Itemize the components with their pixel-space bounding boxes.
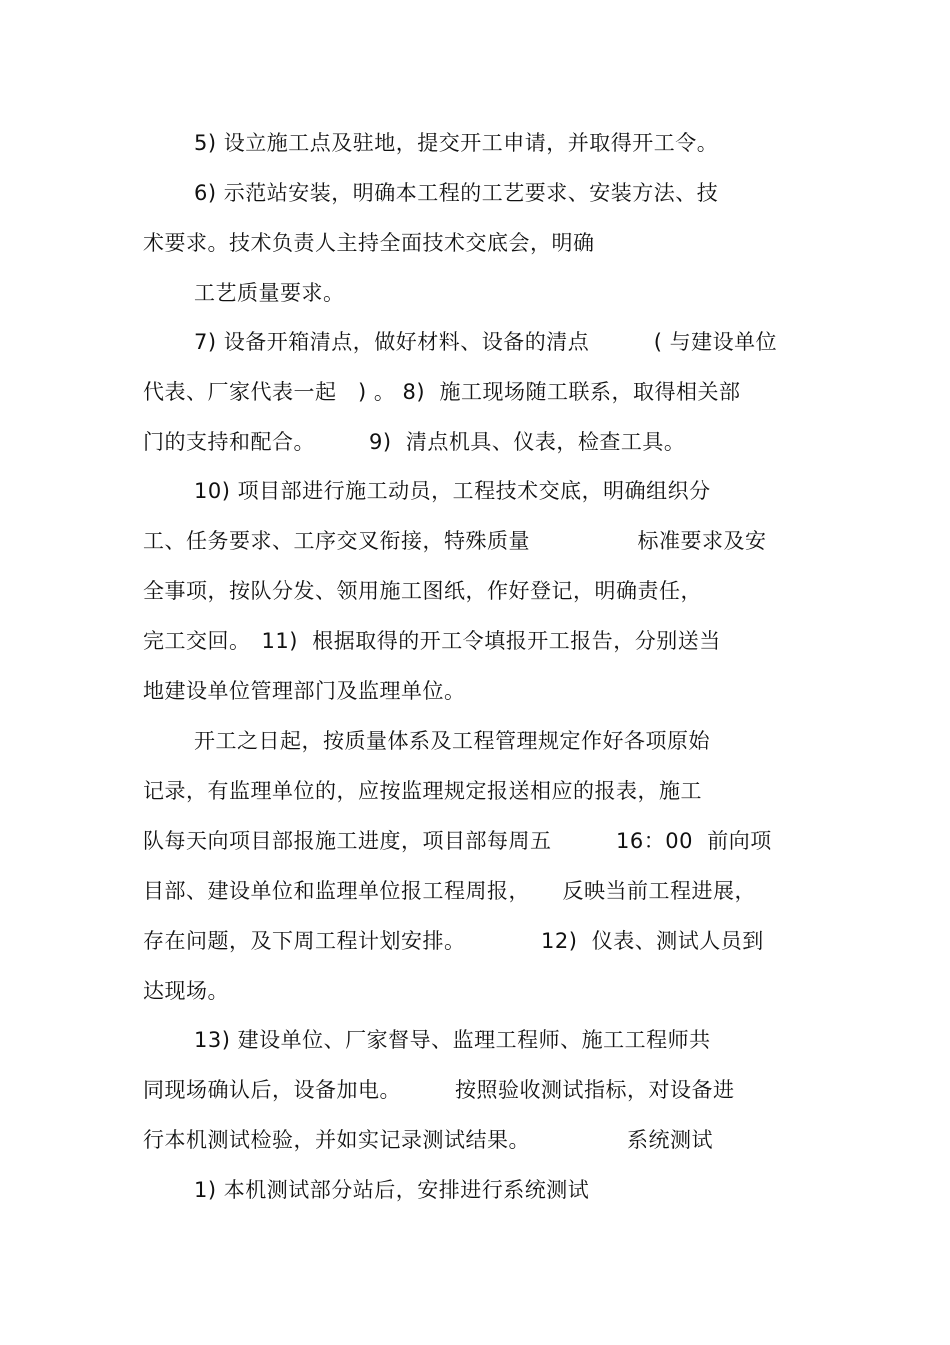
- text-line: 工艺质量要求。: [194, 281, 345, 305]
- text-line: 门的支持和配合。 9) 清点机具、仪表，检查工具。: [143, 430, 686, 454]
- text-line: 13) 建设单位、厂家督导、监理工程师、施工工程师共: [194, 1028, 711, 1052]
- text-line: 行本机测试检验，并如实记录测试结果。 系统测试: [143, 1128, 713, 1152]
- text-line: 代表、厂家代表一起 ) 。 8) 施工现场随工联系，取得相关部: [143, 380, 741, 404]
- text-line: 记录，有监理单位的，应按监理规定报送相应的报表，施工: [143, 779, 702, 803]
- text-line: 10) 项目部进行施工动员，工程技术交底，明确组织分: [194, 479, 711, 503]
- text-line: 6) 示范站安装，明确本工程的工艺要求、安装方法、技: [194, 181, 719, 205]
- text-line: 5) 设立施工点及驻地，提交开工申请，并取得开工令。: [194, 131, 719, 155]
- text-line: 目部、建设单位和监理单位报工程周报， 反映当前工程进展，: [143, 879, 756, 903]
- text-line: 存在问题，及下周工程计划安排。 12) 仪表、测试人员到: [143, 929, 764, 953]
- text-line: 全事项，按队分发、领用施工图纸，作好登记，明确责任，: [143, 579, 702, 603]
- text-line: 工、任务要求、工序交叉衔接，特殊质量 标准要求及安: [143, 529, 767, 553]
- text-line: 完工交回。 11) 根据取得的开工令填报开工报告，分别送当: [143, 629, 721, 653]
- text-line: 同现场确认后，设备加电。 按照验收测试指标，对设备进: [143, 1078, 735, 1102]
- text-line: 达现场。: [143, 979, 229, 1003]
- text-line: 1) 本机测试部分站后，安排进行系统测试: [194, 1178, 590, 1202]
- text-line: 地建设单位管理部门及监理单位。: [143, 679, 466, 703]
- text-line: 开工之日起，按质量体系及工程管理规定作好各项原始: [194, 729, 710, 753]
- text-line: 7) 设备开箱清点，做好材料、设备的清点 ( 与建设单位: [194, 330, 778, 354]
- text-line: 术要求。技术负责人主持全面技术交底会，明确: [143, 231, 595, 255]
- text-line: 队每天向项目部报施工进度，项目部每周五 16：00 前向项: [143, 829, 772, 853]
